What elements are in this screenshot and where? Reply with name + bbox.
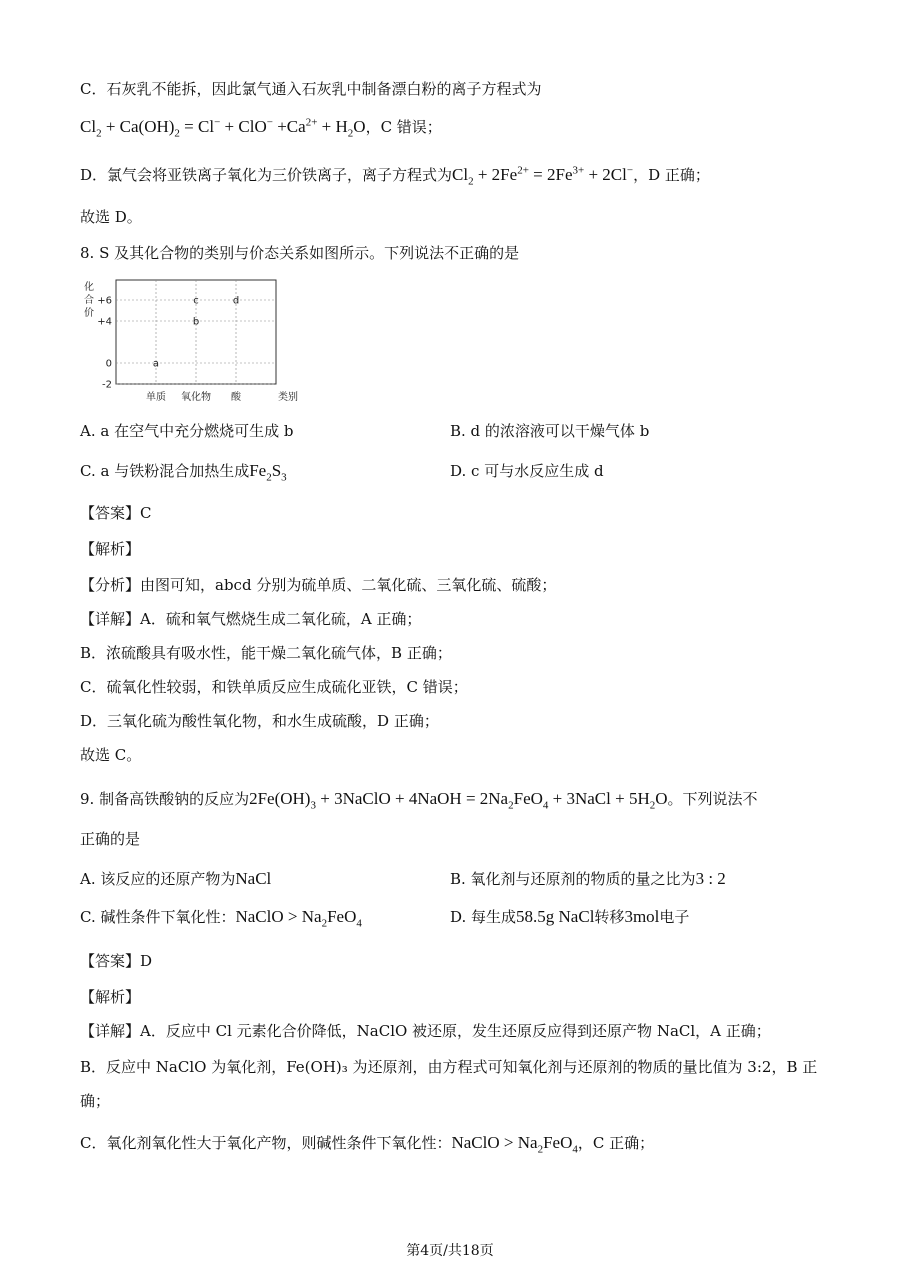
q9-option-d-suffix: 电子 <box>659 908 690 926</box>
x-tick-label: 氧化物 <box>181 392 211 403</box>
ratio: 3 : 2 <box>695 869 726 888</box>
x-tick-label: 单质 <box>146 392 166 403</box>
q7-option-c-equation-line <box>80 116 840 138</box>
point-a: a <box>152 358 160 370</box>
equation: $Cl_2 + Ca(OH)_2 = Cl^- + ClO^- +Ca^{2+} + H_2O$ <box>80 116 366 140</box>
q7-d-text: D．氯气会将亚铁离子氧化为三价铁离子，离子方程式为 <box>80 166 453 184</box>
q9-stem <box>80 788 840 810</box>
q9-option-c-text: C. 碱性条件下氧化性： <box>80 908 236 926</box>
equation: $Cl_2 + 2Fe^{2+} = 2Fe^{3+} + 2Cl^-$ <box>452 164 634 188</box>
q9-detail-b2: 确； <box>80 1092 111 1110</box>
q9-detail-c <box>80 1132 840 1154</box>
mass: 58.5g NaCl <box>516 907 595 926</box>
chart-x-ticks <box>146 390 242 403</box>
q8-option-c-text: C. a 与铁粉混合加热生成 <box>80 462 250 480</box>
q9-option-b-text: B. 氧化剂与还原剂的物质的量之比为 <box>450 870 696 888</box>
moles: 3mol <box>624 907 660 926</box>
q8-option-b: B. d 的浓溶液可以干燥气体 b <box>450 422 650 440</box>
equation: $2Fe(OH)_3$ + 3NaClO + 4NaOH = $2Na_2FeO_4$ + 3NaCl + $5H_2O$ <box>249 789 668 812</box>
q9-option-d-text: D. 每生成 <box>450 908 517 926</box>
q8-option-d: D. c 可与水反应生成 d <box>450 462 604 480</box>
chart-y-ticks <box>97 296 112 391</box>
q8-choose: 故选 C。 <box>80 746 142 764</box>
chart-ylabel-1: 化 <box>84 282 94 293</box>
q7-d-verdict: ，D 正确； <box>633 166 710 184</box>
y-tick-label: +6 <box>97 295 112 307</box>
q9-analysis-title: 【解析】 <box>80 988 141 1006</box>
q9-stem-suffix: 。下列说法不 <box>667 790 758 808</box>
q9-detail-c-suffix: ，C 正确； <box>577 1134 655 1152</box>
q7-c-verdict: ，C 错误； <box>365 118 442 136</box>
q8-detail-a: 【详解】A．硫和氧气燃烧生成二氧化硫，A 正确； <box>80 610 422 628</box>
q9-detail-c-text: C．氧化剂氧化性大于氧化产物，则碱性条件下氧化性： <box>80 1134 452 1152</box>
q9-stem-line2: 正确的是 <box>80 830 141 848</box>
q9-answer: 【答案】D <box>80 952 153 970</box>
q9-option-d <box>450 906 840 928</box>
q9-detail-a: 【详解】A．反应中 Cl 元素化合价降低，NaClO 被还原，发生还原反应得到还原产物 NaCl，A 正确； <box>80 1022 771 1040</box>
q9-stem-prefix: 9. 制备高铁酸钠的反应为 <box>80 790 250 808</box>
q8-detail-b: B．浓硫酸具有吸水性，能干燥二氧化硫气体，B 正确； <box>80 644 452 662</box>
y-tick-label: -2 <box>102 379 112 391</box>
chart-ylabel-3: 价 <box>84 308 94 319</box>
q8-fenxi: 【分析】由图可知，abcd 分别为硫单质、二氧化硫、三氧化硫、硫酸； <box>80 576 557 594</box>
q9-option-d-mid: 转移 <box>594 908 625 926</box>
inequality: NaClO > $Na_2FeO_4$ <box>451 1133 578 1156</box>
inequality: NaClO > $Na_2FeO_4$ <box>235 907 362 930</box>
formula-nacl: NaCl <box>235 869 272 888</box>
q9-detail-b: B．反应中 NaClO 为氧化剂，Fe(OH)₃ 为还原剂，由方程式可知氧化剂与还原剂的物质的量比值为 3:2，B 正 <box>80 1058 818 1076</box>
q7-option-c-text: C．石灰乳不能拆，因此氯气通入石灰乳中制备漂白粉的离子方程式为 <box>80 80 542 98</box>
y-tick-label: 0 <box>105 358 112 370</box>
valence-category-chart <box>78 276 298 404</box>
y-tick-label: +4 <box>97 316 112 328</box>
point-d: d <box>232 295 240 307</box>
q8-stem: 8. S 及其化合物的类别与价态关系如图所示。下列说法不正确的是 <box>80 244 520 262</box>
q8-analysis-title: 【解析】 <box>80 540 141 558</box>
formula-fe2s3: $Fe_2S_3$ <box>249 461 287 484</box>
q8-answer: 【答案】C <box>80 504 152 522</box>
page-footer: 第4页/共18页 <box>406 1243 494 1259</box>
q7-choose: 故选 D。 <box>80 208 142 226</box>
chart-xlabel: 类别 <box>278 392 298 403</box>
q9-option-b <box>450 868 840 890</box>
q7-option-d-line <box>80 164 840 186</box>
q9-option-a-text: A. 该反应的还原产物为 <box>80 870 236 888</box>
q8-option-a: A. a 在空气中充分燃烧可生成 b <box>80 422 294 440</box>
q8-detail-d: D．三氧化硫为酸性氧化物，和水生成硫酸，D 正确； <box>80 712 439 730</box>
x-tick-label: 酸 <box>231 392 241 403</box>
chart-ylabel-2: 合 <box>84 295 94 306</box>
point-b: b <box>192 316 200 328</box>
q8-detail-c: C．硫氧化性较弱，和铁单质反应生成硫化亚铁，C 错误； <box>80 678 468 696</box>
point-c: c <box>193 295 199 307</box>
